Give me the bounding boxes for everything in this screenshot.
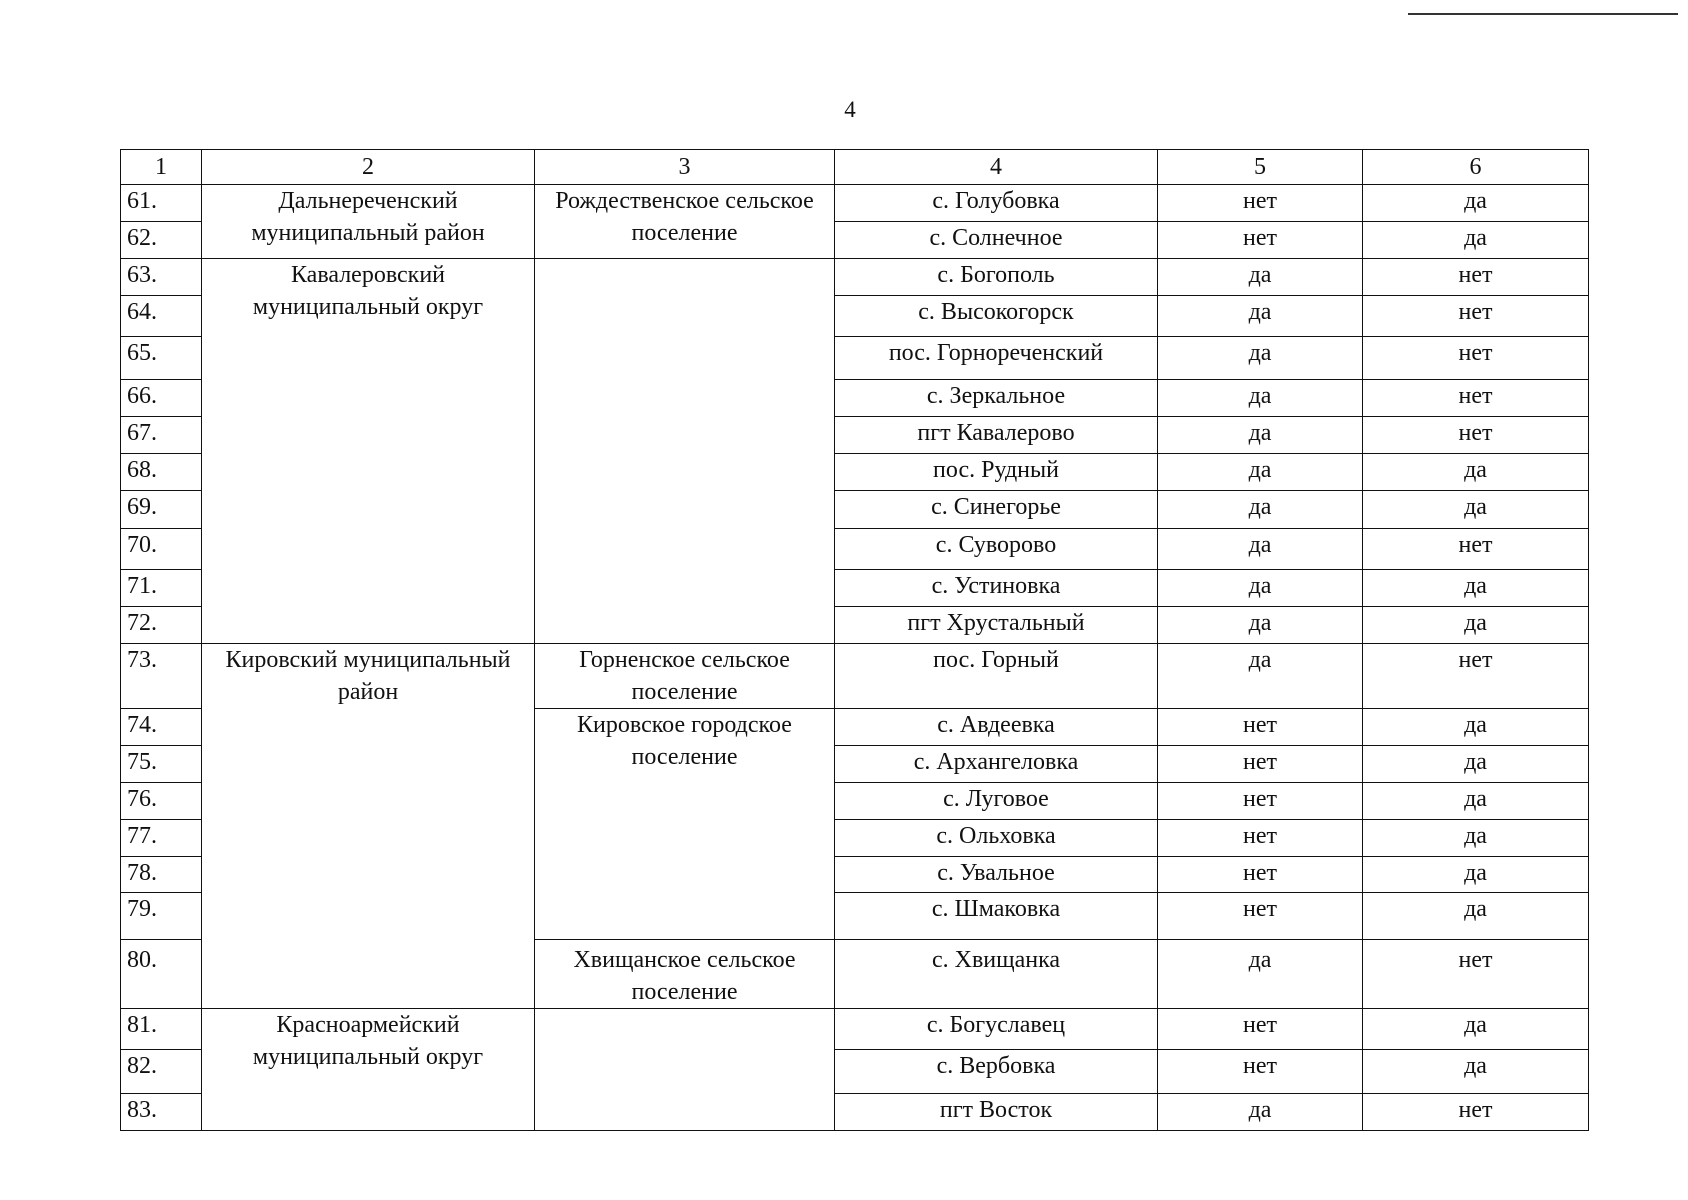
col5-cell: нет [1158,222,1363,259]
locality-cell: пос. Горнореченский [835,337,1158,380]
col6-cell: нет [1363,417,1589,454]
col6-cell: нет [1363,259,1589,296]
header-cell-2: 2 [202,150,535,185]
locality-cell: с. Богополь [835,259,1158,296]
header-row [121,150,1589,185]
locality-cell: с. Шмаковка [835,893,1158,940]
locality-cell: с. Ольховка [835,820,1158,857]
top-rule [1408,13,1678,15]
row-number: 77. [121,820,202,857]
settlement-cell [535,1009,835,1131]
col6-cell: да [1363,454,1589,491]
col6-cell: да [1363,746,1589,783]
col5-cell: нет [1158,709,1363,746]
row-number: 82. [121,1050,202,1094]
col5-cell: да [1158,296,1363,337]
col6-cell: нет [1363,529,1589,570]
row-number: 66. [121,380,202,417]
col5-cell: нет [1158,1009,1363,1050]
row-number: 79. [121,893,202,940]
col6-cell: да [1363,1009,1589,1050]
locality-cell: с. Солнечное [835,222,1158,259]
row-number: 80. [121,940,202,1009]
row-number: 75. [121,746,202,783]
locality-cell: с. Зеркальное [835,380,1158,417]
settlements-table [120,149,1589,1131]
row-number: 62. [121,222,202,259]
table-row [121,644,1589,709]
col6-cell: нет [1363,296,1589,337]
col5-cell: да [1158,529,1363,570]
table-row [121,1009,1589,1050]
col6-cell: да [1363,893,1589,940]
col6-cell: нет [1363,1094,1589,1131]
page-number: 4 [844,97,856,122]
col6-cell: да [1363,607,1589,644]
col5-cell: да [1158,417,1363,454]
settlement-cell: Горненское сельское поселение [535,644,835,709]
col6-cell: нет [1363,940,1589,1009]
row-number: 83. [121,1094,202,1131]
col5-cell: да [1158,491,1363,529]
row-number: 72. [121,607,202,644]
settlement-cell: Кировское городское поселение [535,709,835,940]
row-number: 63. [121,259,202,296]
col5-cell: да [1158,380,1363,417]
locality-cell: пос. Горный [835,644,1158,709]
row-number: 65. [121,337,202,380]
locality-cell: с. Хвищанка [835,940,1158,1009]
district-cell: Дальнереченский муниципальный район [202,185,535,259]
table-row [121,185,1589,222]
settlement-cell: Хвищанское сельское поселение [535,940,835,1009]
settlement-cell [535,259,835,644]
row-number: 69. [121,491,202,529]
header-cell-3: 3 [535,150,835,185]
col6-cell: да [1363,1050,1589,1094]
locality-cell: пгт Кавалерово [835,417,1158,454]
header-cell-5: 5 [1158,150,1363,185]
row-number: 61. [121,185,202,222]
row-number: 76. [121,783,202,820]
col6-cell: да [1363,783,1589,820]
row-number: 70. [121,529,202,570]
locality-cell: с. Увальное [835,857,1158,893]
header-cell-1: 1 [121,150,202,185]
col5-cell: да [1158,607,1363,644]
col6-cell: да [1363,185,1589,222]
locality-cell: с. Архангеловка [835,746,1158,783]
locality-cell: с. Суворово [835,529,1158,570]
col5-cell: нет [1158,893,1363,940]
locality-cell: с. Синегорье [835,491,1158,529]
table-row [121,259,1589,296]
locality-cell: с. Вербовка [835,1050,1158,1094]
district-cell: Кавалеровский муниципальный округ [202,259,535,644]
col5-cell: нет [1158,783,1363,820]
col5-cell: да [1158,570,1363,607]
locality-cell: пос. Рудный [835,454,1158,491]
col5-cell: нет [1158,1050,1363,1094]
row-number: 67. [121,417,202,454]
col6-cell: нет [1363,337,1589,380]
col5-cell: да [1158,644,1363,709]
col5-cell: да [1158,454,1363,491]
col6-cell: нет [1363,380,1589,417]
col5-cell: нет [1158,857,1363,893]
row-number: 81. [121,1009,202,1050]
header-cell-6: 6 [1363,150,1589,185]
row-number: 64. [121,296,202,337]
col5-cell: да [1158,940,1363,1009]
col6-cell: да [1363,857,1589,893]
col5-cell: нет [1158,746,1363,783]
district-cell: Кировский муниципальный район [202,644,535,1009]
locality-cell: с. Высокогорск [835,296,1158,337]
col6-cell: да [1363,222,1589,259]
col6-cell: да [1363,570,1589,607]
locality-cell: с. Голубовка [835,185,1158,222]
row-number: 73. [121,644,202,709]
locality-cell: с. Авдеевка [835,709,1158,746]
col5-cell: нет [1158,820,1363,857]
col5-cell: да [1158,1094,1363,1131]
row-number: 71. [121,570,202,607]
col5-cell: нет [1158,185,1363,222]
col6-cell: да [1363,709,1589,746]
locality-cell: пгт Восток [835,1094,1158,1131]
settlement-cell: Рождественское сельское поселение [535,185,835,259]
row-number: 74. [121,709,202,746]
locality-cell: с. Богуславец [835,1009,1158,1050]
district-cell: Красноармейский муниципальный округ [202,1009,535,1131]
locality-cell: с. Луговое [835,783,1158,820]
col6-cell: нет [1363,644,1589,709]
col6-cell: да [1363,820,1589,857]
row-number: 68. [121,454,202,491]
row-number: 78. [121,857,202,893]
col6-cell: да [1363,491,1589,529]
header-cell-4: 4 [835,150,1158,185]
locality-cell: пгт Хрустальный [835,607,1158,644]
col5-cell: да [1158,259,1363,296]
locality-cell: с. Устиновка [835,570,1158,607]
col5-cell: да [1158,337,1363,380]
